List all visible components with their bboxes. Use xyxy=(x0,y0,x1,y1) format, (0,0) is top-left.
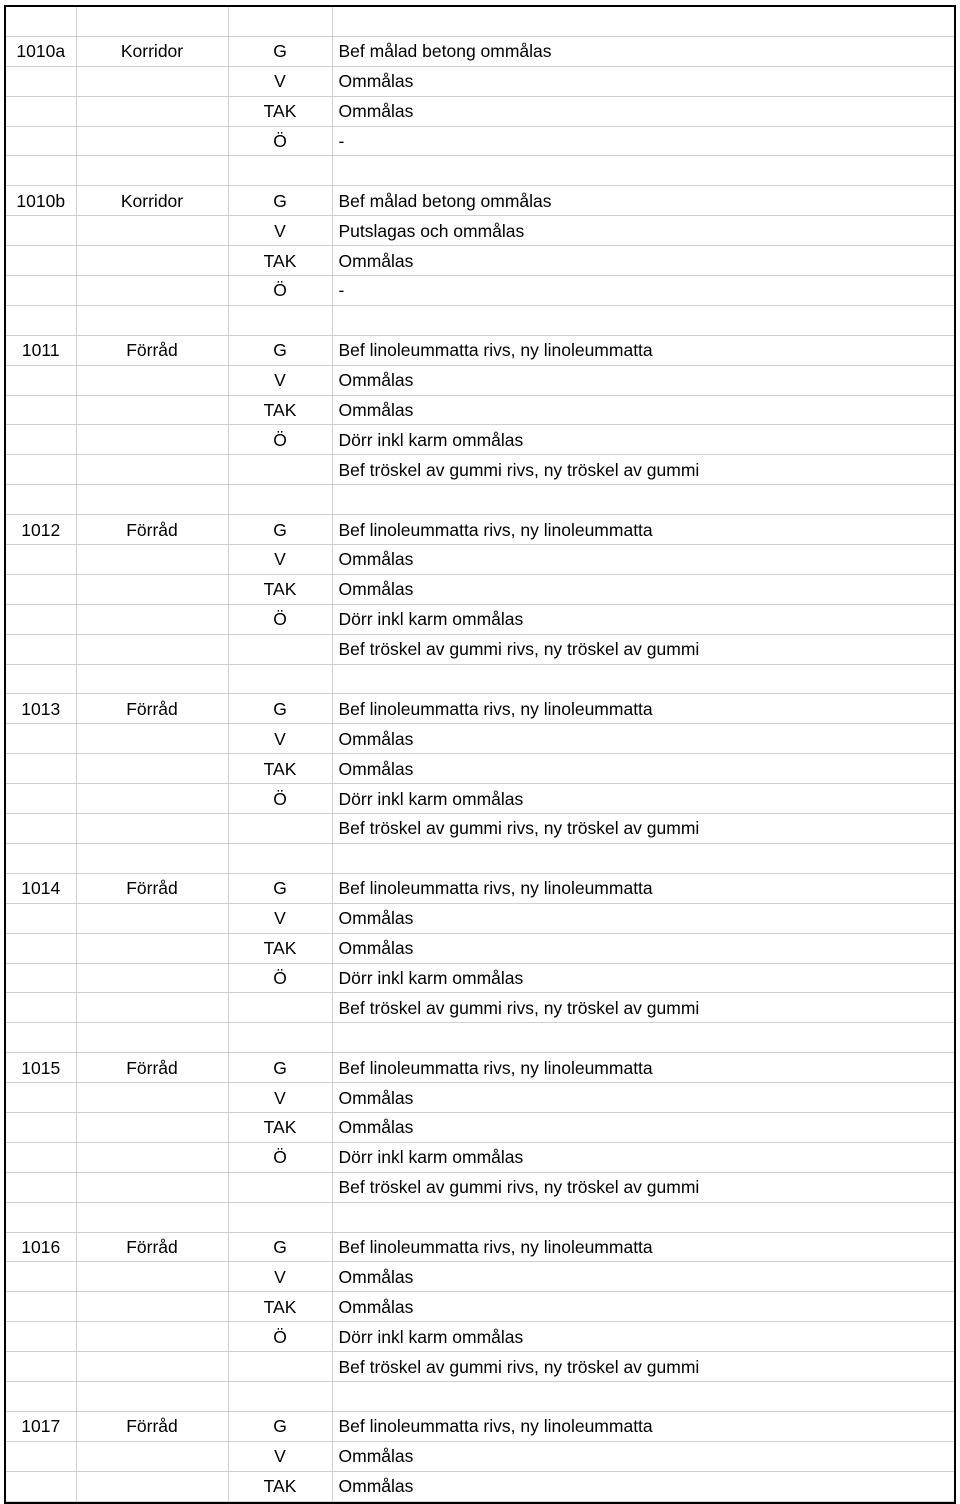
room-name-cell[interactable] xyxy=(76,1352,228,1382)
surface-code-cell[interactable]: V xyxy=(228,66,332,96)
room-name-cell[interactable] xyxy=(76,724,228,754)
room-number-cell[interactable]: 1017 xyxy=(6,1411,76,1441)
surface-code-cell[interactable]: V xyxy=(228,903,332,933)
room-name-cell[interactable] xyxy=(76,216,228,246)
table-row xyxy=(6,246,954,276)
room-number-cell[interactable] xyxy=(6,246,76,276)
room-number-cell[interactable] xyxy=(6,724,76,754)
surface-code-cell[interactable]: Ö xyxy=(228,126,332,156)
surface-code-cell[interactable]: G xyxy=(228,186,332,216)
surface-code-cell[interactable]: V xyxy=(228,545,332,575)
room-number-cell[interactable] xyxy=(6,574,76,604)
room-name-cell[interactable]: Förråd xyxy=(76,1053,228,1083)
surface-code-cell[interactable]: TAK xyxy=(228,246,332,276)
room-name-cell[interactable] xyxy=(76,903,228,933)
room-number-cell[interactable] xyxy=(6,1112,76,1142)
surface-code-cell[interactable]: G xyxy=(228,1232,332,1262)
table-row xyxy=(6,1441,954,1471)
spreadsheet xyxy=(4,5,956,1504)
room-name-cell[interactable] xyxy=(76,1083,228,1113)
treatment-cell[interactable]: Dörr inkl karm ommålas xyxy=(332,1142,954,1172)
room-name-cell[interactable] xyxy=(76,754,228,784)
room-number-cell[interactable] xyxy=(6,156,76,186)
surface-code-cell[interactable] xyxy=(228,156,332,186)
table-row xyxy=(6,485,954,515)
room-number-cell[interactable] xyxy=(6,305,76,335)
treatment-cell[interactable] xyxy=(332,1023,954,1053)
surface-code-cell[interactable] xyxy=(228,1172,332,1202)
treatment-cell[interactable] xyxy=(332,305,954,335)
treatment-cell[interactable]: Ommålas xyxy=(332,395,954,425)
room-number-cell[interactable] xyxy=(6,96,76,126)
treatment-cell[interactable]: Ommålas xyxy=(332,933,954,963)
room-name-cell[interactable] xyxy=(76,574,228,604)
surface-code-cell[interactable]: G xyxy=(228,694,332,724)
room-name-cell[interactable] xyxy=(76,784,228,814)
table-row xyxy=(6,96,954,126)
treatment-cell[interactable] xyxy=(332,843,954,873)
table-row xyxy=(6,873,954,903)
room-number-cell[interactable]: 1013 xyxy=(6,694,76,724)
room-number-cell[interactable] xyxy=(6,993,76,1023)
table-row xyxy=(6,1053,954,1083)
surface-code-cell[interactable]: V xyxy=(228,1083,332,1113)
surface-code-cell[interactable]: TAK xyxy=(228,574,332,604)
room-name-cell[interactable] xyxy=(76,305,228,335)
treatment-cell[interactable] xyxy=(332,485,954,515)
surface-code-cell[interactable] xyxy=(228,1352,332,1382)
room-number-cell[interactable] xyxy=(6,395,76,425)
surface-code-cell[interactable]: Ö xyxy=(228,1142,332,1172)
room-name-cell[interactable] xyxy=(76,276,228,306)
treatment-cell[interactable]: Dörr inkl karm ommålas xyxy=(332,425,954,455)
treatment-cell[interactable]: Ommålas xyxy=(332,1262,954,1292)
table-row xyxy=(6,1292,954,1322)
treatment-cell[interactable]: Ommålas xyxy=(332,66,954,96)
room-name-cell[interactable] xyxy=(76,664,228,694)
surface-code-cell[interactable] xyxy=(228,843,332,873)
room-number-cell[interactable] xyxy=(6,455,76,485)
table-row xyxy=(6,574,954,604)
surface-code-cell[interactable]: TAK xyxy=(228,1292,332,1322)
table-row xyxy=(6,515,954,545)
room-number-cell[interactable] xyxy=(6,1292,76,1322)
room-number-cell[interactable] xyxy=(6,485,76,515)
table-row xyxy=(6,694,954,724)
surface-code-cell[interactable]: TAK xyxy=(228,933,332,963)
room-name-cell[interactable] xyxy=(76,1471,228,1501)
room-name-cell[interactable] xyxy=(76,246,228,276)
room-name-cell[interactable] xyxy=(76,1202,228,1232)
treatment-cell[interactable]: Bef målad betong ommålas xyxy=(332,36,954,66)
room-name-cell[interactable]: Förråd xyxy=(76,515,228,545)
room-name-cell[interactable] xyxy=(76,126,228,156)
room-number-cell[interactable] xyxy=(6,933,76,963)
table-body xyxy=(6,7,954,1501)
room-name-cell[interactable] xyxy=(76,1023,228,1053)
room-name-cell[interactable] xyxy=(76,455,228,485)
room-number-cell[interactable]: 1015 xyxy=(6,1053,76,1083)
treatment-cell[interactable]: Bef linoleummatta rivs, ny linoleummatta xyxy=(332,515,954,545)
room-name-cell[interactable] xyxy=(76,814,228,844)
surface-code-cell[interactable]: G xyxy=(228,36,332,66)
table-row xyxy=(6,993,954,1023)
room-number-cell[interactable]: 1016 xyxy=(6,1232,76,1262)
treatment-cell[interactable]: Bef linoleummatta rivs, ny linoleummatta xyxy=(332,873,954,903)
table-row xyxy=(6,1083,954,1113)
surface-code-cell[interactable]: TAK xyxy=(228,96,332,126)
surface-code-cell[interactable]: G xyxy=(228,335,332,365)
table-row xyxy=(6,425,954,455)
room-number-cell[interactable] xyxy=(6,1142,76,1172)
room-number-cell[interactable] xyxy=(6,7,76,36)
treatment-cell[interactable] xyxy=(332,1381,954,1411)
room-name-cell[interactable] xyxy=(76,1112,228,1142)
surface-code-cell[interactable] xyxy=(228,305,332,335)
room-name-cell[interactable] xyxy=(76,1441,228,1471)
room-number-cell[interactable]: 1011 xyxy=(6,335,76,365)
room-name-cell[interactable] xyxy=(76,933,228,963)
surface-code-cell[interactable]: V xyxy=(228,216,332,246)
treatment-cell[interactable]: Bef tröskel av gummi rivs, ny tröskel av gummi xyxy=(332,1352,954,1382)
surface-code-cell[interactable]: Ö xyxy=(228,604,332,634)
table-row xyxy=(6,1112,954,1142)
room-name-cell[interactable]: Förråd xyxy=(76,335,228,365)
table-row xyxy=(6,724,954,754)
room-number-cell[interactable] xyxy=(6,634,76,664)
treatment-cell[interactable]: Ommålas xyxy=(332,724,954,754)
surface-code-cell[interactable]: Ö xyxy=(228,963,332,993)
surface-code-cell[interactable]: V xyxy=(228,724,332,754)
treatment-cell[interactable]: Bef tröskel av gummi rivs, ny tröskel av gummi xyxy=(332,634,954,664)
room-name-cell[interactable] xyxy=(76,634,228,664)
treatment-cell[interactable]: Ommålas xyxy=(332,246,954,276)
room-number-cell[interactable] xyxy=(6,963,76,993)
room-number-cell[interactable] xyxy=(6,1262,76,1292)
treatment-cell[interactable]: Bef tröskel av gummi rivs, ny tröskel av gummi xyxy=(332,814,954,844)
room-number-cell[interactable] xyxy=(6,1023,76,1053)
table-row xyxy=(6,1023,954,1053)
surface-code-cell[interactable] xyxy=(228,455,332,485)
table-row xyxy=(6,1381,954,1411)
table-row xyxy=(6,36,954,66)
room-number-cell[interactable] xyxy=(6,1202,76,1232)
treatment-cell[interactable]: - xyxy=(332,276,954,306)
surface-code-cell[interactable]: TAK xyxy=(228,754,332,784)
room-number-cell[interactable] xyxy=(6,814,76,844)
room-name-cell[interactable] xyxy=(76,395,228,425)
room-schedule-table xyxy=(6,7,954,1502)
room-name-cell[interactable] xyxy=(76,485,228,515)
room-number-cell[interactable] xyxy=(6,754,76,784)
room-name-cell[interactable] xyxy=(76,425,228,455)
treatment-cell[interactable] xyxy=(332,7,954,36)
room-number-cell[interactable] xyxy=(6,784,76,814)
room-name-cell[interactable]: Förråd xyxy=(76,873,228,903)
room-number-cell[interactable] xyxy=(6,545,76,575)
room-number-cell[interactable] xyxy=(6,1441,76,1471)
room-number-cell[interactable] xyxy=(6,1172,76,1202)
room-name-cell[interactable] xyxy=(76,604,228,634)
table-row xyxy=(6,365,954,395)
treatment-cell[interactable]: Dörr inkl karm ommålas xyxy=(332,604,954,634)
table-row xyxy=(6,1322,954,1352)
treatment-cell[interactable]: Ommålas xyxy=(332,365,954,395)
surface-code-cell[interactable] xyxy=(228,993,332,1023)
room-name-cell[interactable] xyxy=(76,1322,228,1352)
treatment-cell[interactable]: Ommålas xyxy=(332,754,954,784)
treatment-cell[interactable]: Dörr inkl karm ommålas xyxy=(332,963,954,993)
surface-code-cell[interactable] xyxy=(228,1202,332,1232)
room-number-cell[interactable] xyxy=(6,604,76,634)
room-number-cell[interactable] xyxy=(6,1083,76,1113)
room-number-cell[interactable] xyxy=(6,126,76,156)
table-row xyxy=(6,7,954,36)
room-name-cell[interactable] xyxy=(76,993,228,1023)
table-row xyxy=(6,216,954,246)
table-row xyxy=(6,545,954,575)
room-name-cell[interactable] xyxy=(76,843,228,873)
treatment-cell[interactable]: Ommålas xyxy=(332,574,954,604)
surface-code-cell[interactable] xyxy=(228,634,332,664)
table-row xyxy=(6,1172,954,1202)
room-name-cell[interactable]: Förråd xyxy=(76,1232,228,1262)
treatment-cell[interactable]: Bef linoleummatta rivs, ny linoleummatta xyxy=(332,694,954,724)
table-row xyxy=(6,664,954,694)
treatment-cell[interactable]: Dörr inkl karm ommålas xyxy=(332,1322,954,1352)
room-number-cell[interactable]: 1012 xyxy=(6,515,76,545)
room-name-cell[interactable] xyxy=(76,1262,228,1292)
table-row xyxy=(6,1411,954,1441)
surface-code-cell[interactable]: G xyxy=(228,1411,332,1441)
surface-code-cell[interactable]: Ö xyxy=(228,425,332,455)
treatment-cell[interactable]: Ommålas xyxy=(332,1083,954,1113)
treatment-cell[interactable]: Ommålas xyxy=(332,1471,954,1501)
treatment-cell[interactable]: Bef linoleummatta rivs, ny linoleummatta xyxy=(332,1053,954,1083)
table-row xyxy=(6,126,954,156)
table-row xyxy=(6,754,954,784)
room-name-cell[interactable]: Korridor xyxy=(76,186,228,216)
surface-code-cell[interactable]: TAK xyxy=(228,1471,332,1501)
room-name-cell[interactable]: Förråd xyxy=(76,694,228,724)
table-row xyxy=(6,276,954,306)
room-number-cell[interactable] xyxy=(6,216,76,246)
room-name-cell[interactable] xyxy=(76,66,228,96)
treatment-cell[interactable]: Dörr inkl karm ommålas xyxy=(332,784,954,814)
room-number-cell[interactable] xyxy=(6,66,76,96)
treatment-cell[interactable]: Bef linoleummatta rivs, ny linoleummatta xyxy=(332,1411,954,1441)
table-row xyxy=(6,784,954,814)
treatment-cell[interactable]: - xyxy=(332,126,954,156)
room-name-cell[interactable] xyxy=(76,365,228,395)
treatment-cell[interactable]: Bef tröskel av gummi rivs, ny tröskel av gummi xyxy=(332,1172,954,1202)
room-name-cell[interactable] xyxy=(76,1142,228,1172)
table-row xyxy=(6,455,954,485)
surface-code-cell[interactable] xyxy=(228,664,332,694)
room-number-cell[interactable] xyxy=(6,1322,76,1352)
room-number-cell[interactable] xyxy=(6,365,76,395)
surface-code-cell[interactable] xyxy=(228,7,332,36)
room-name-cell[interactable]: Korridor xyxy=(76,36,228,66)
table-row xyxy=(6,66,954,96)
treatment-cell[interactable]: Bef målad betong ommålas xyxy=(332,186,954,216)
room-name-cell[interactable] xyxy=(76,963,228,993)
table-row xyxy=(6,1262,954,1292)
room-name-cell[interactable] xyxy=(76,1292,228,1322)
table-row xyxy=(6,604,954,634)
table-row xyxy=(6,1232,954,1262)
room-number-cell[interactable] xyxy=(6,276,76,306)
room-name-cell[interactable] xyxy=(76,545,228,575)
surface-code-cell[interactable]: G xyxy=(228,873,332,903)
treatment-cell[interactable] xyxy=(332,156,954,186)
treatment-cell[interactable]: Bef tröskel av gummi rivs, ny tröskel av gummi xyxy=(332,455,954,485)
surface-code-cell[interactable]: Ö xyxy=(228,784,332,814)
surface-code-cell[interactable]: G xyxy=(228,1053,332,1083)
table-row xyxy=(6,1471,954,1501)
room-number-cell[interactable] xyxy=(6,425,76,455)
surface-code-cell[interactable]: Ö xyxy=(228,1322,332,1352)
treatment-cell[interactable]: Ommålas xyxy=(332,545,954,575)
treatment-cell[interactable]: Bef tröskel av gummi rivs, ny tröskel av gummi xyxy=(332,993,954,1023)
treatment-cell[interactable]: Ommålas xyxy=(332,903,954,933)
surface-code-cell[interactable]: TAK xyxy=(228,395,332,425)
treatment-cell[interactable]: Ommålas xyxy=(332,1112,954,1142)
surface-code-cell[interactable] xyxy=(228,485,332,515)
table-row xyxy=(6,305,954,335)
surface-code-cell[interactable]: V xyxy=(228,365,332,395)
surface-code-cell[interactable]: G xyxy=(228,515,332,545)
room-number-cell[interactable] xyxy=(6,1471,76,1501)
surface-code-cell[interactable] xyxy=(228,1381,332,1411)
room-name-cell[interactable]: Förråd xyxy=(76,1411,228,1441)
room-number-cell[interactable] xyxy=(6,843,76,873)
table-row xyxy=(6,963,954,993)
room-number-cell[interactable] xyxy=(6,664,76,694)
table-row xyxy=(6,1352,954,1382)
table-row xyxy=(6,1202,954,1232)
table-row xyxy=(6,634,954,664)
surface-code-cell[interactable]: TAK xyxy=(228,1112,332,1142)
table-row xyxy=(6,814,954,844)
room-number-cell[interactable]: 1014 xyxy=(6,873,76,903)
table-row xyxy=(6,156,954,186)
room-number-cell[interactable] xyxy=(6,1381,76,1411)
surface-code-cell[interactable] xyxy=(228,1023,332,1053)
treatment-cell[interactable]: Ommålas xyxy=(332,1292,954,1322)
table-row xyxy=(6,843,954,873)
room-name-cell[interactable] xyxy=(76,1172,228,1202)
room-number-cell[interactable]: 1010b xyxy=(6,186,76,216)
room-number-cell[interactable]: 1010a xyxy=(6,36,76,66)
table-row xyxy=(6,395,954,425)
room-name-cell[interactable] xyxy=(76,156,228,186)
surface-code-cell[interactable]: Ö xyxy=(228,276,332,306)
treatment-cell[interactable]: Bef linoleummatta rivs, ny linoleummatta xyxy=(332,335,954,365)
treatment-cell[interactable] xyxy=(332,664,954,694)
table-row xyxy=(6,903,954,933)
surface-code-cell[interactable]: V xyxy=(228,1262,332,1292)
surface-code-cell[interactable]: V xyxy=(228,1441,332,1471)
table-row xyxy=(6,335,954,365)
treatment-cell[interactable]: Putslagas och ommålas xyxy=(332,216,954,246)
room-name-cell[interactable] xyxy=(76,96,228,126)
treatment-cell[interactable] xyxy=(332,1202,954,1232)
table-row xyxy=(6,1142,954,1172)
treatment-cell[interactable]: Ommålas xyxy=(332,96,954,126)
room-number-cell[interactable] xyxy=(6,903,76,933)
table-row xyxy=(6,933,954,963)
treatment-cell[interactable]: Ommålas xyxy=(332,1441,954,1471)
room-number-cell[interactable] xyxy=(6,1352,76,1382)
room-name-cell[interactable] xyxy=(76,7,228,36)
treatment-cell[interactable]: Bef linoleummatta rivs, ny linoleummatta xyxy=(332,1232,954,1262)
table-row xyxy=(6,186,954,216)
room-name-cell[interactable] xyxy=(76,1381,228,1411)
surface-code-cell[interactable] xyxy=(228,814,332,844)
